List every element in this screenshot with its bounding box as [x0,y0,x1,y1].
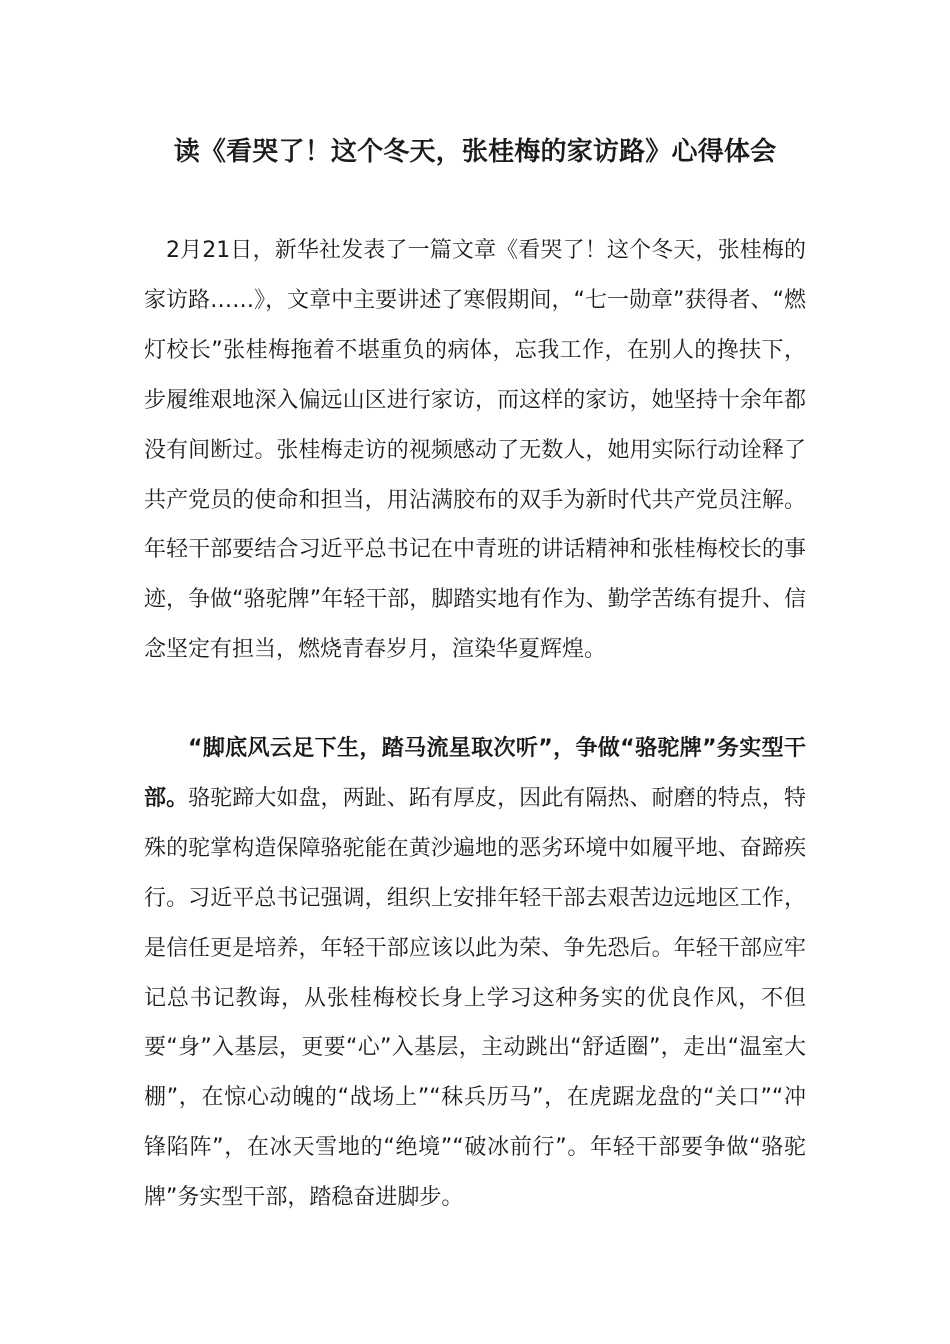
paragraph-intro-text: 2月21日，新华社发表了一篇文章《看哭了！这个冬天，张桂梅的家访路……》，文章中主要讲述了寒假期间，“七一勋章”获得者、“燃灯校长”张桂梅拖着不堪重负的病体，忘我工作，在别人的搀扶下，步履维艰地深入偏远山区进行家访，而这样的家访，她坚持十余年都没有间断过。张桂梅走访的视频感动了无数人，她用实际行动诠释了共产党员的使命和担当，用沾满胶布的双手为新时代共产党员注解。年轻干部要结合习近平总书记在中青班的讲话精神和张桂梅校长的事迹，争做“骆驼牌”年轻干部，脚踏实地有作为、勤学苦练有提升、信念坚定有担当，燃烧青春岁月，渲染华夏辉煌。 [144,238,806,663]
document-title: 读《看哭了！这个冬天，张桂梅的家访路》心得体会 [173,137,777,167]
section-heading-bold: “脚底风云足下生，踏马流星取次听”，争做“骆驼牌”务实型干部。 [144,736,806,811]
paragraph-intro [144,226,806,675]
paragraph-camel-section [144,724,806,1223]
paragraph-camel-text: 骆驼蹄大如盘，两趾、跖有厚皮，因此有隔热、耐磨的特点，特殊的驼掌构造保障骆驼能在黄沙遍地的恶劣环境中如履平地、奋蹄疾行。习近平总书记强调，组织上安排年轻干部去艰苦边远地区工作，是信任更是培养，年轻干部应该以此为荣、争先恐后。年轻干部应牢记总书记教诲，从张桂梅校长身上学习这种务实的优良作风，不但要“身”入基层，更要“心”入基层，主动跳出“舒适圈”，走出“温室大棚”，在惊心动魄的“战场上”“秣兵历马”，在虎踞龙盘的“关口”“冲锋陷阵”，在冰天雪地的“绝境”“破冰前行”。年轻干部要争做“骆驼牌”务实型干部，踏稳奋进脚步。 [144,785,806,1211]
